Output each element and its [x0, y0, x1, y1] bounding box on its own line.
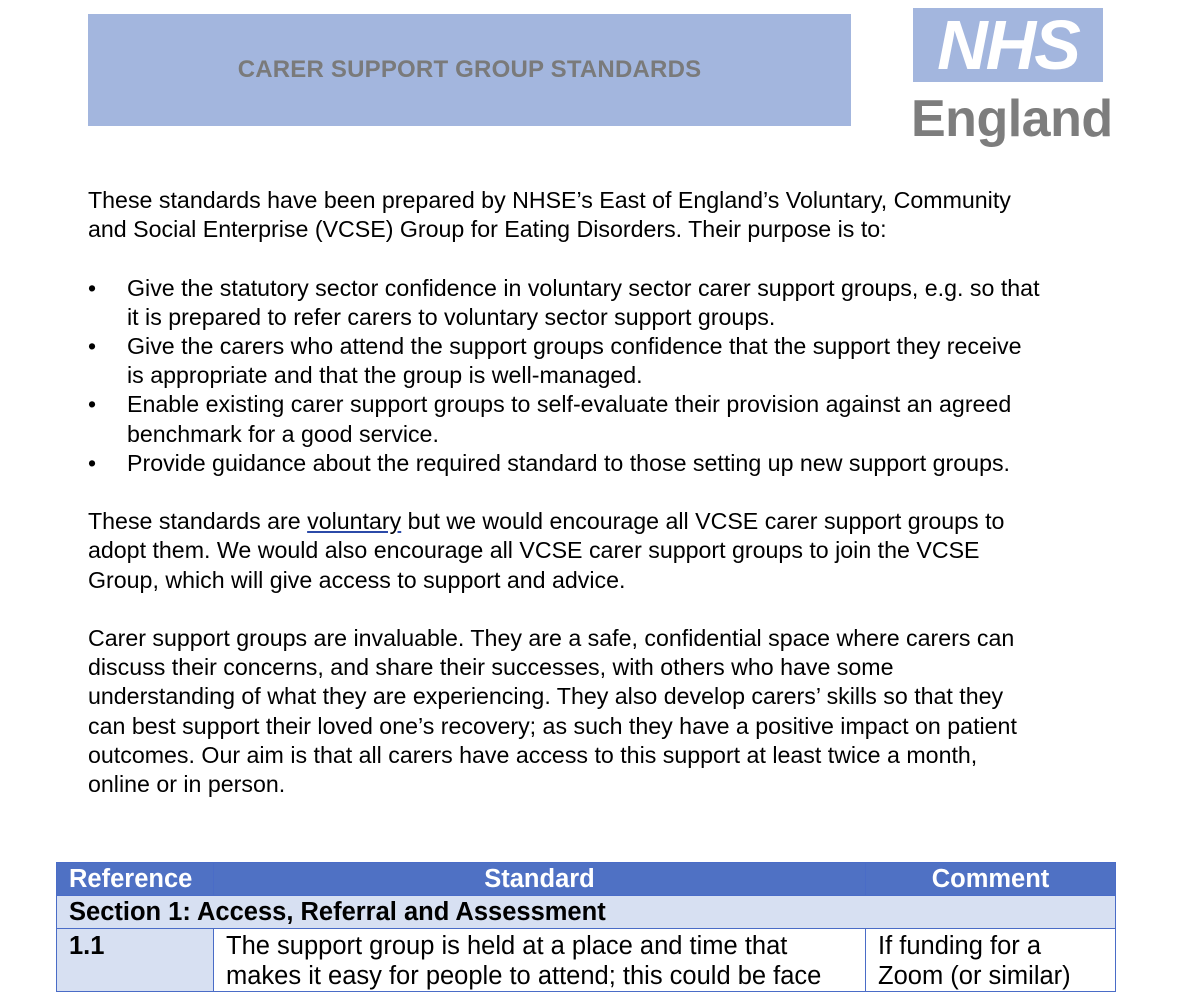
value-line: can best support their loved one’s recovery; as such they have a positive impact on patient — [88, 712, 1017, 739]
value-line: discuss their concerns, and share their successes, with others who have some — [88, 654, 894, 681]
column-header-reference: Reference — [57, 863, 214, 896]
document-title: CARER SUPPORT GROUP STANDARDS — [237, 56, 702, 83]
row-comment-text: Zoom (or similar) — [878, 962, 1071, 990]
intro-line: and Social Enterprise (VCSE) Group for Eating Disorders. Their purpose is to: — [88, 216, 887, 243]
row-standard-text: makes it easy for people to attend; this could be face — [226, 962, 822, 990]
intro-paragraph — [88, 186, 1088, 244]
value-line: understanding of what they are experiencing. They also develop carers’ skills so that they — [88, 683, 1004, 710]
england-wordmark: England — [911, 90, 1113, 148]
purpose-item — [88, 390, 1088, 448]
table-row — [57, 929, 1116, 992]
purpose-item — [88, 274, 1088, 332]
nhs-logo-box: NHS — [913, 8, 1103, 82]
purpose-item-text: Provide guidance about the required standard to those setting up new support groups. — [127, 449, 1011, 476]
column-header-comment: Comment — [866, 863, 1116, 896]
table-section-row — [57, 896, 1116, 929]
row-standard — [214, 929, 866, 992]
purpose-list — [88, 274, 1088, 478]
standards-table — [56, 862, 1116, 992]
purpose-item — [88, 332, 1088, 390]
purpose-item-text: Give the carers who attend the support groups confidence that the support they receive — [127, 333, 1022, 359]
purpose-item-text: is appropriate and that the group is well-managed. — [127, 362, 643, 389]
document-body — [88, 186, 1088, 799]
value-line: Carer support groups are invaluable. They are a safe, confidential space where carers can — [88, 625, 1015, 651]
section-heading: Section 1: Access, Referral and Assessment — [57, 896, 1116, 929]
voluntary-link[interactable]: voluntary — [307, 508, 402, 535]
row-comment — [866, 929, 1116, 992]
nhs-england-logo — [911, 8, 1113, 150]
value-paragraph — [88, 624, 1088, 799]
purpose-item-text: Give the statutory sector confidence in voluntary sector carer support groups, e.g. so that — [127, 274, 1040, 301]
voluntary-text: adopt them. We would also encourage all VCSE carer support groups to join the VCSE — [88, 537, 980, 564]
voluntary-paragraph — [88, 507, 1088, 595]
row-standard-text: The support group is held at a place and time that — [226, 932, 788, 960]
table-header-row — [57, 863, 1116, 896]
row-reference: 1.1 — [57, 929, 214, 992]
purpose-item — [88, 449, 1088, 478]
voluntary-text: These standards are — [88, 508, 308, 535]
value-line: online or in person. — [88, 771, 286, 798]
voluntary-text: but we would encourage all VCSE carer support groups to — [401, 508, 1005, 535]
voluntary-text: Group, which will give access to support and advice. — [88, 566, 626, 593]
title-banner — [88, 14, 851, 126]
purpose-item-text: Enable existing carer support groups to self-evaluate their provision against an agreed — [127, 391, 1012, 418]
purpose-item-text: benchmark for a good service. — [127, 420, 439, 447]
column-header-standard: Standard — [214, 863, 866, 896]
intro-line: These standards have been prepared by NHSE’s East of England’s Voluntary, Community — [88, 187, 1011, 213]
row-comment-text: If funding for a — [878, 932, 1042, 960]
value-line: outcomes. Our aim is that all carers have access to this support at least twice a month, — [88, 741, 978, 768]
purpose-item-text: it is prepared to refer carers to voluntary sector support groups. — [127, 303, 776, 330]
